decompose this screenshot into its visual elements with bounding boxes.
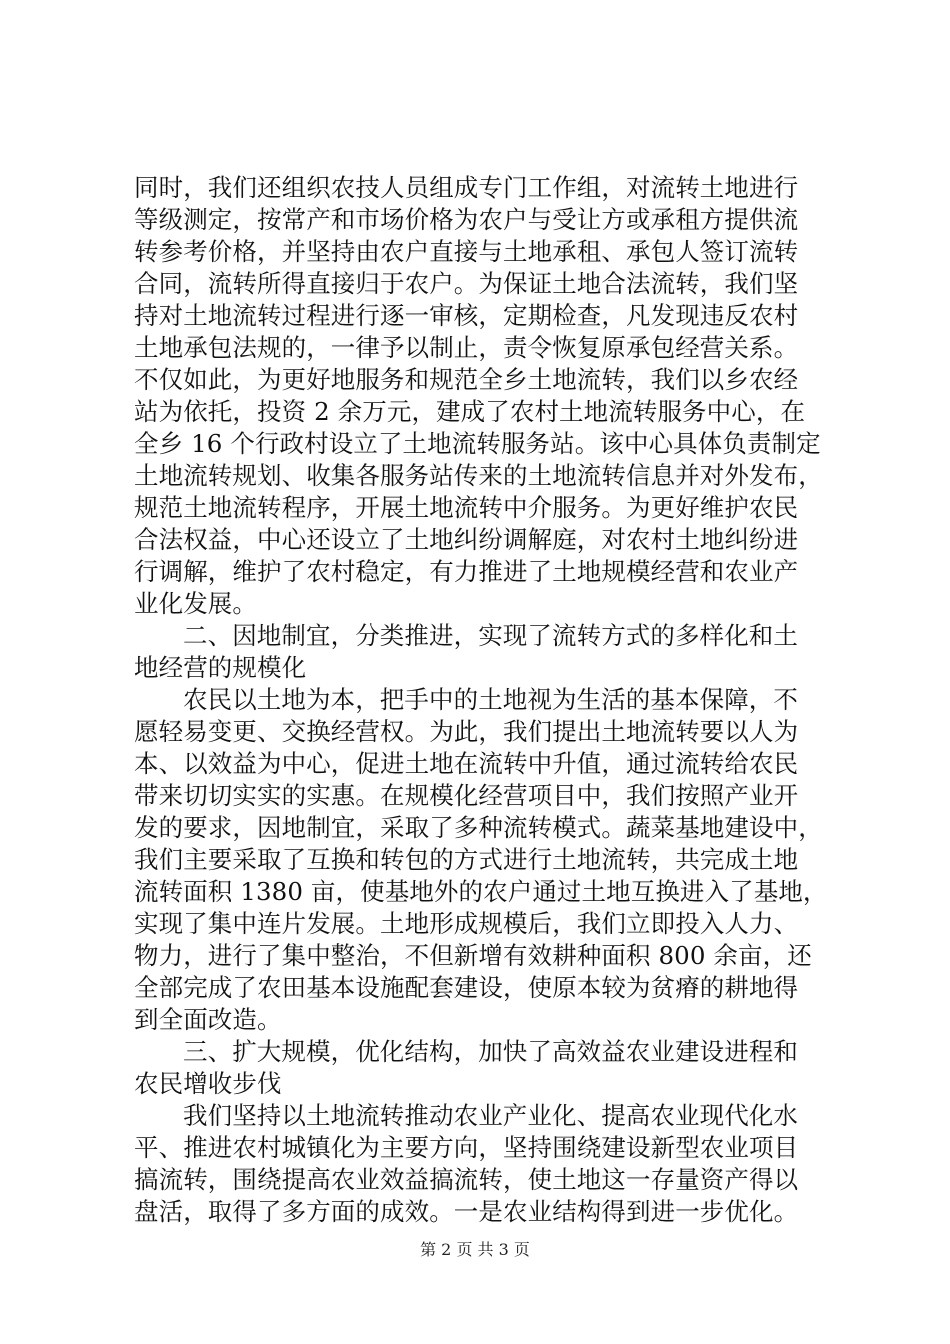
text-line: 到全面改造。 <box>134 1005 282 1034</box>
text-line: 等级测定，按常产和市场价格为农户与受让方或承租方提供流 <box>134 205 799 234</box>
text-line: 合同，流转所得直接归于农户。为保证土地合法流转，我们坚 <box>134 269 799 298</box>
text-line: 搞流转，围绕提高农业效益搞流转，使土地这一存量资产得以 <box>134 1165 799 1194</box>
document-body <box>134 172 834 1228</box>
text-line: 带来切切实实的实惠。在规模化经营项目中，我们按照产业开 <box>134 781 799 810</box>
text-line: 流转面积 1380 亩，使基地外的农户通过土地互换进入了基地， <box>134 877 828 906</box>
text-line: 我们坚持以土地流转推动农业产业化、提高农业现代化水 <box>183 1101 798 1130</box>
text-line: 全部完成了农田基本设施配套建设，使原本较为贫瘠的耕地得 <box>134 973 799 1002</box>
text-line: 农民以土地为本，把手中的土地视为生活的基本保障，不 <box>183 685 798 714</box>
text-line: 土地流转规划、收集各服务站传来的土地流转信息并对外发布， <box>134 461 823 490</box>
section-heading: 二、因地制宜，分类推进，实现了流转方式的多样化和土 <box>183 621 798 650</box>
text-line: 行调解，维护了农村稳定，有力推进了土地规模经营和农业产 <box>134 557 799 586</box>
text-line: 愿轻易变更、交换经营权。为此，我们提出土地流转要以人为 <box>134 717 799 746</box>
text-line: 土地承包法规的，一律予以制止，责令恢复原承包经营关系。 <box>134 333 799 362</box>
section-heading-continued: 农民增收步伐 <box>134 1069 282 1098</box>
text-line: 持对土地流转过程进行逐一审核，定期检查，凡发现违反农村 <box>134 301 799 330</box>
text-line: 业化发展。 <box>134 589 257 618</box>
text-line: 站为依托，投资 2 余万元，建成了农村土地流转服务中心，在 <box>134 397 806 426</box>
text-line: 平、推进农村城镇化为主要方向，坚持围绕建设新型农业项目 <box>134 1133 799 1162</box>
text-line: 全乡 16 个行政村设立了土地流转服务站。该中心具体负责制定 <box>134 429 821 458</box>
text-line: 物力，进行了集中整治，不但新增有效耕种面积 800 余亩，还 <box>134 941 812 970</box>
text-line: 我们主要采取了互换和转包的方式进行土地流转，共完成土地 <box>134 845 799 874</box>
text-line: 转参考价格，并坚持由农户直接与土地承租、承包人签订流转 <box>134 237 799 266</box>
text-line: 合法权益，中心还设立了土地纠纷调解庭，对农村土地纠纷进 <box>134 525 799 554</box>
page-number-label: 第 2 页 共 3 页 <box>420 1240 530 1259</box>
text-line: 规范土地流转程序，开展土地流转中介服务。为更好维护农民 <box>134 493 799 522</box>
text-line: 实现了集中连片发展。土地形成规模后，我们立即投入人力、 <box>134 909 799 938</box>
text-line: 本、以效益为中心，促进土地在流转中升值，通过流转给农民 <box>134 749 799 778</box>
page-footer <box>0 1240 950 1260</box>
text-line: 盘活，取得了多方面的成效。一是农业结构得到进一步优化。 <box>134 1197 799 1226</box>
text-line: 同时，我们还组织农技人员组成专门工作组，对流转土地进行 <box>134 173 799 202</box>
text-line: 发的要求，因地制宜，采取了多种流转模式。蔬菜基地建设中， <box>134 813 823 842</box>
section-heading-continued: 地经营的规模化 <box>134 653 307 682</box>
text-line: 不仅如此，为更好地服务和规范全乡土地流转，我们以乡农经 <box>134 365 799 394</box>
section-heading: 三、扩大规模，优化结构，加快了高效益农业建设进程和 <box>183 1037 798 1066</box>
